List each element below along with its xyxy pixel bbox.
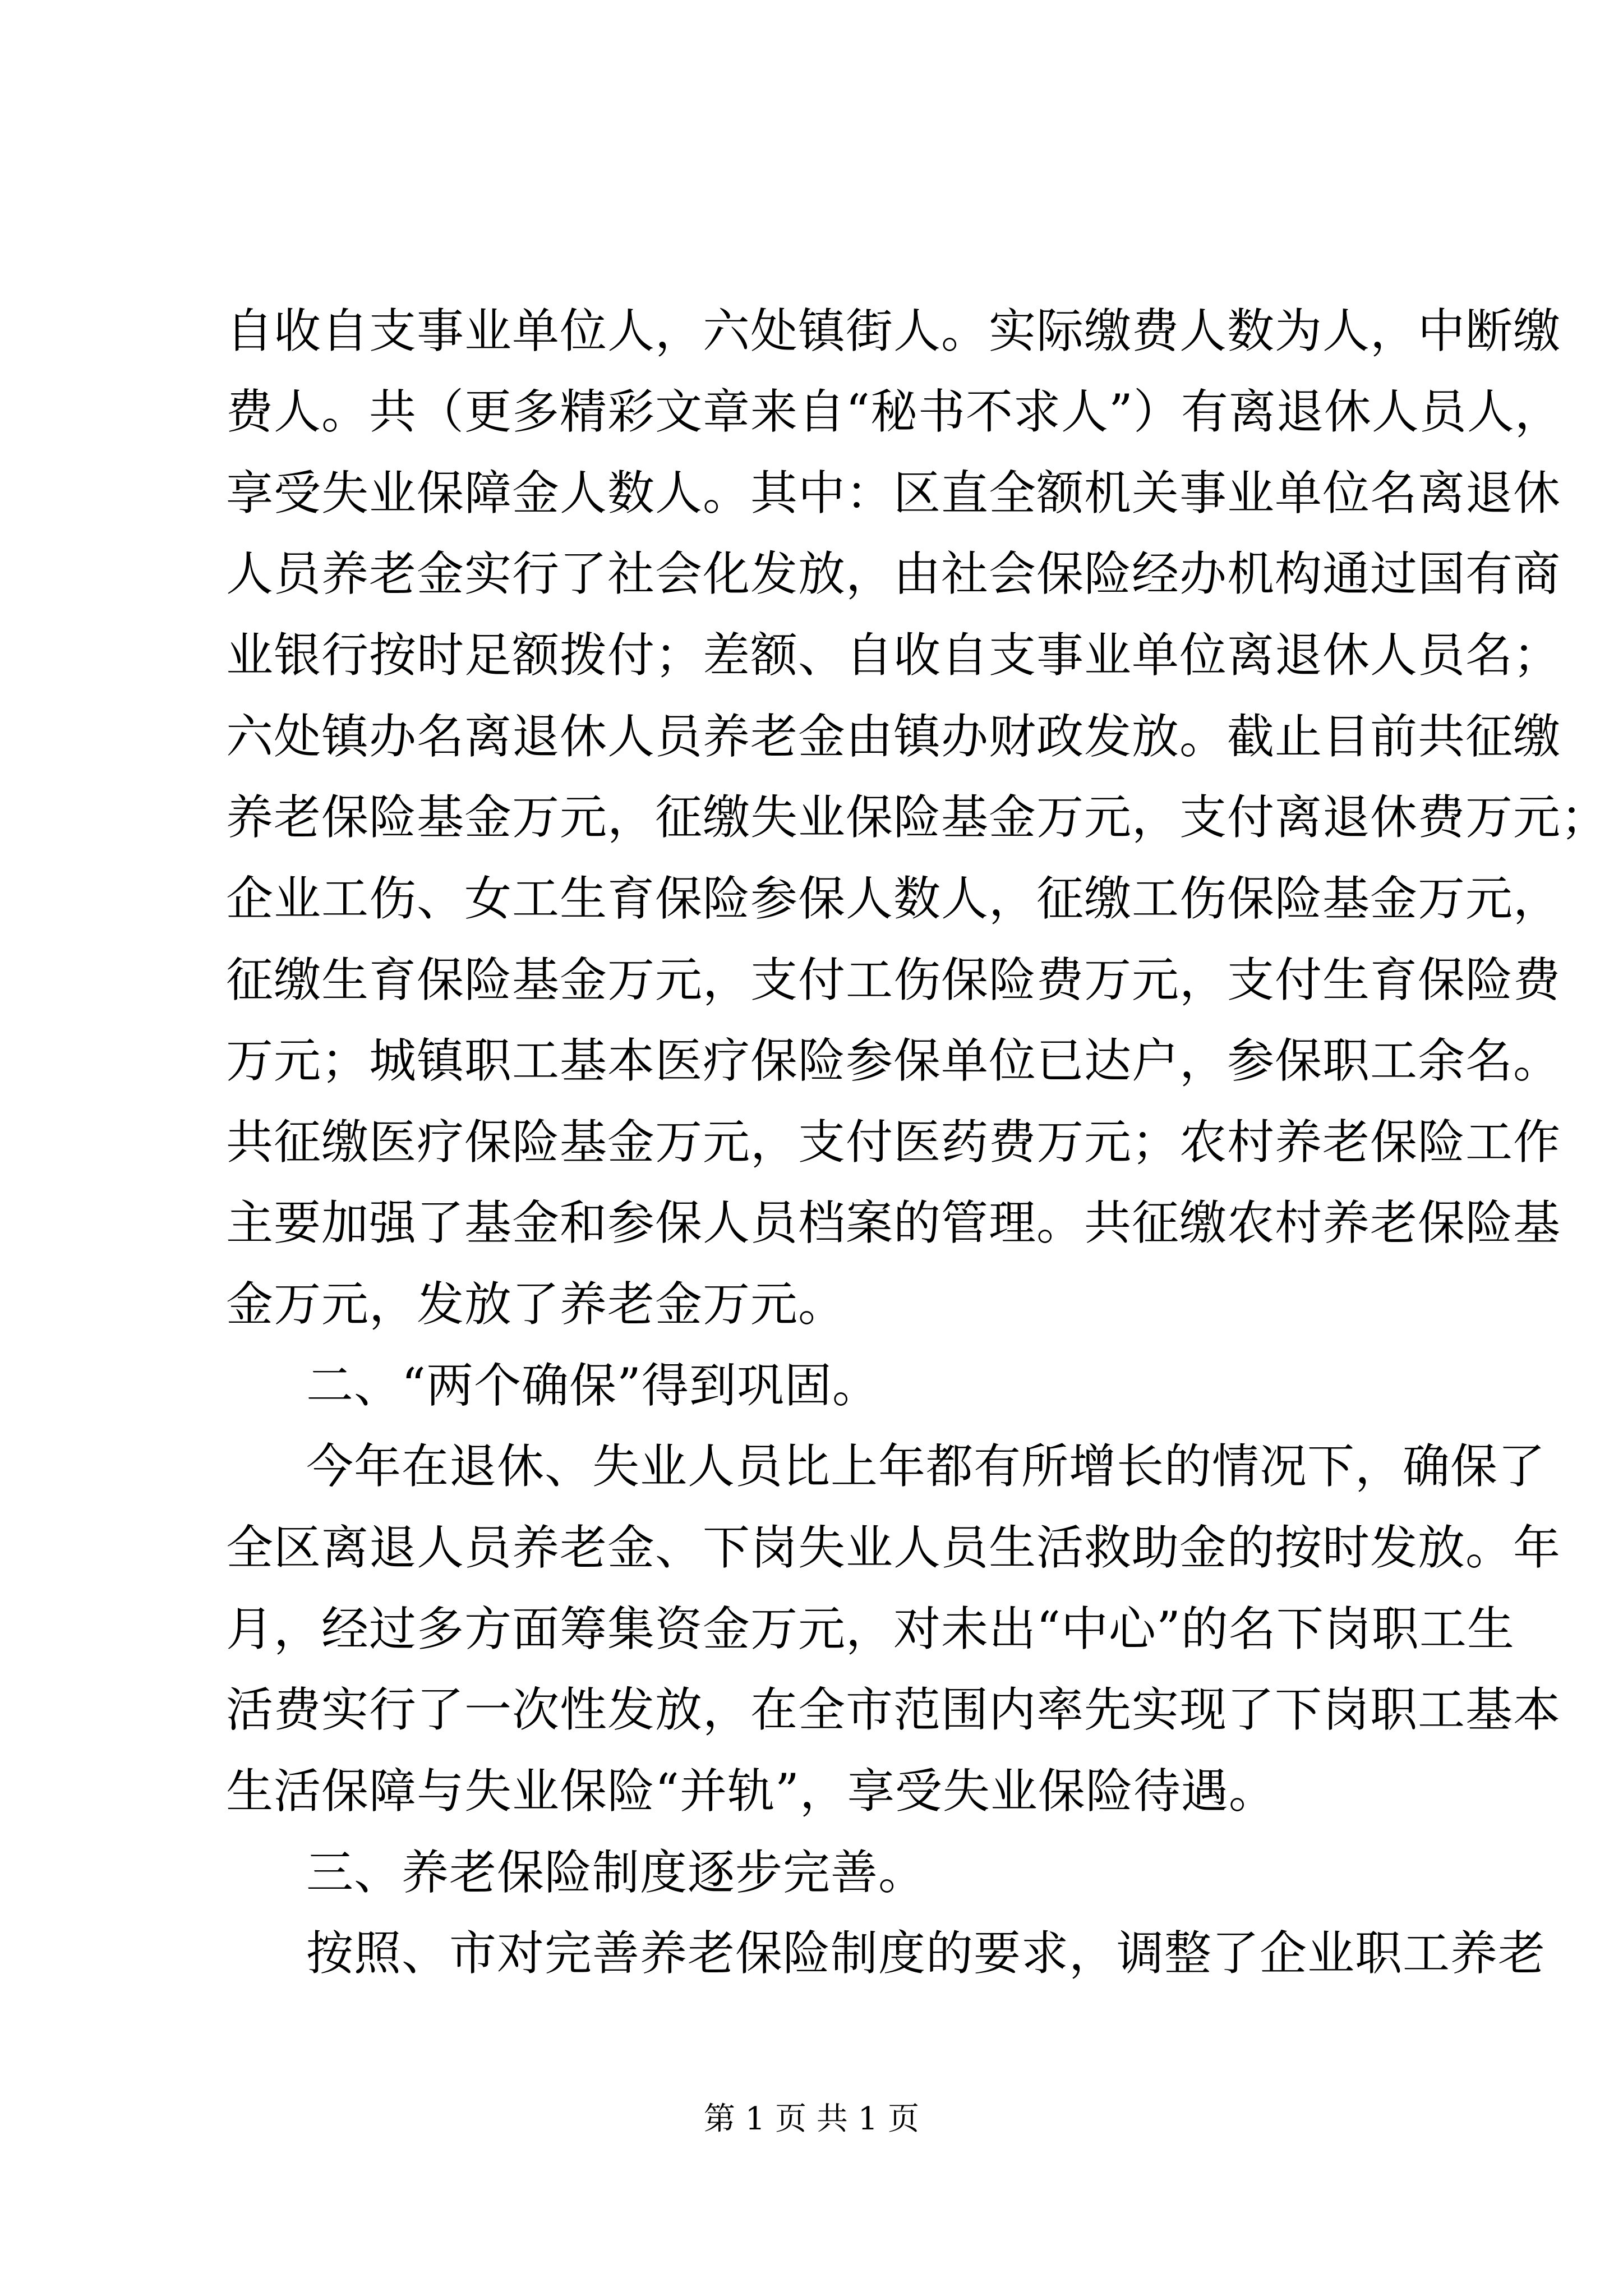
body-text-line: 生活保障与失业保险“并轨”，享受失业保险待遇。 <box>226 1764 1276 1819</box>
body-text-line: 六处镇办名离退休人员养老金由镇办财政发放。截止目前共征缴 <box>226 709 1561 764</box>
body-text-line: 今年在退休、失业人员比上年都有所增长的情况下，确保了 <box>306 1439 1546 1494</box>
body-text-line: 养老保险基金万元，征缴失业保险基金万元，支付离退休费万元； <box>226 790 1609 845</box>
body-text-line: 共征缴医疗保险基金万元，支付医药费万元；农村养老保险工作 <box>226 1115 1561 1170</box>
body-text-line: 活费实行了一次性发放，在全市范围内率先实现了下岗职工基本 <box>226 1682 1561 1737</box>
body-text-line: 全区离退人员养老金、下岗失业人员生活救助金的按时发放。年 <box>226 1520 1561 1575</box>
body-text-line: 月，经过多方面筹集资金万元，对未出“中心”的名下岗职工生 <box>226 1602 1515 1657</box>
section-heading: 三、养老保险制度逐步完善。 <box>306 1845 926 1900</box>
body-text-line: 万元；城镇职工基本医疗保险参保单位已达户，参保职工余名。 <box>226 1033 1561 1088</box>
body-text-line: 按照、市对完善养老保险制度的要求，调整了企业职工养老 <box>306 1926 1546 1981</box>
body-text-line: 业银行按时足额拨付；差额、自收自支事业单位离退休人员名； <box>226 628 1561 683</box>
body-text-line: 征缴生育保险基金万元，支付工伤保险费万元，支付生育保险费 <box>226 953 1561 1007</box>
section-heading: 二、“两个确保”得到巩固。 <box>306 1358 880 1413</box>
body-text-line: 享受失业保障金人数人。其中：区直全额机关事业单位名离退休 <box>226 466 1561 521</box>
body-text-line: 企业工伤、女工生育保险参保人数人，征缴工伤保险基金万元， <box>226 871 1561 926</box>
body-text-line: 金万元，发放了养老金万元。 <box>226 1277 846 1332</box>
body-text-line: 费人。共（更多精彩文章来自“秘书不求人”）有离退休人员人， <box>226 384 1562 439</box>
body-text-line: 主要加强了基金和参保人员档案的管理。共征缴农村养老保险基 <box>226 1195 1561 1250</box>
page-footer: 第 1 页 共 1 页 <box>703 2101 920 2137</box>
body-text-line: 人员养老金实行了社会化发放，由社会保险经办机构通过国有商 <box>226 546 1561 601</box>
body-text-line: 自收自支事业单位人，六处镇街人。实际缴费人数为人，中断缴 <box>226 303 1561 358</box>
